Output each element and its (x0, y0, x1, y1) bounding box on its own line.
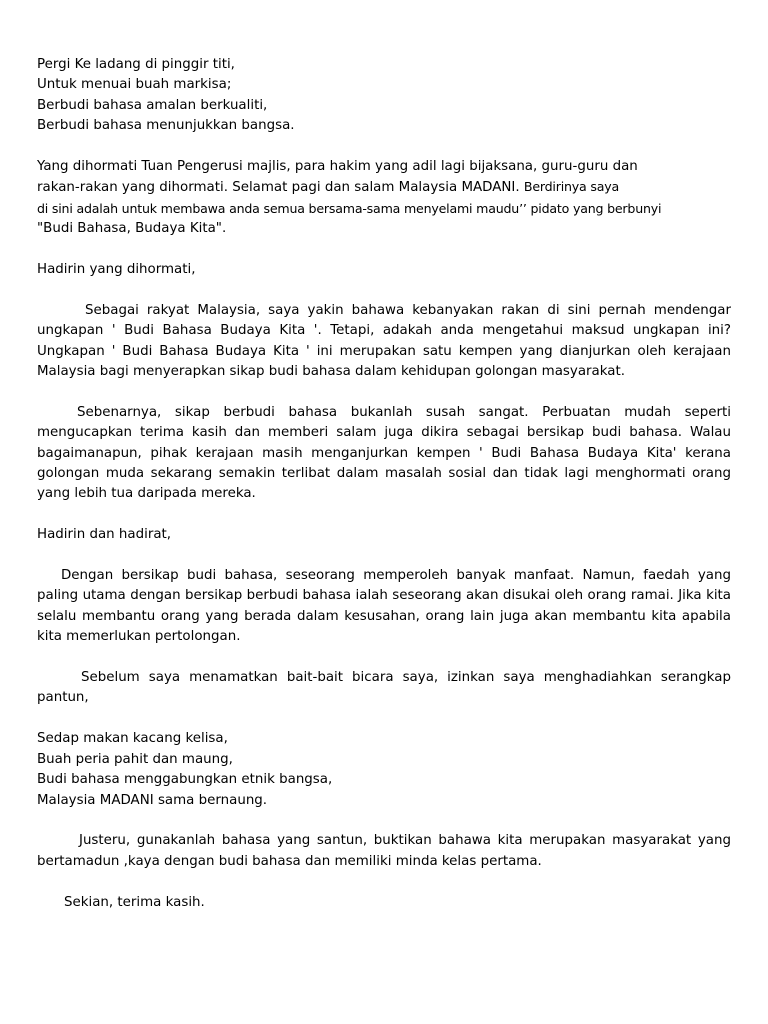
pantun-line: Berbudi bahasa amalan berkualiti, (37, 97, 268, 113)
greeting-paragraph (37, 157, 731, 240)
body-paragraph: Sebagai rakyat Malaysia, saya yakin bahawa kebanyakan rakan di sini pernah mendengar ungkapan ' Budi Bahasa Budaya Kita '. Tetapi, adakah anda mengetahui maksud ungkapan ini? Ungkapan ' Budi Bahasa Budaya Kita ' ini merupakan satu kempen yang dianjurkan oleh kerajaan Malaysia bagi menyerapkan sikap budi bahasa dalam kehidupan golongan masyarakat. (37, 302, 731, 380)
spacer (37, 505, 731, 525)
spacer (37, 648, 731, 668)
pantun-line: Budi bahasa menggabungkan etnik bangsa, (37, 772, 333, 788)
opening-pantun (37, 55, 731, 137)
pantun-line: Untuk menuai buah markisa; (37, 77, 232, 93)
body-paragraph: Sebelum saya menamatkan bait-bait bicara saya, izinkan saya menghadiahkan serangkap pantun, (37, 670, 731, 706)
spacer (37, 811, 731, 831)
body-paragraph: Dengan bersikap budi bahasa, seseorang memperoleh banyak manfaat. Namun, faedah yang paling utama dengan bersikap berbudi bahasa ialah seseorang akan disukai oleh orang ramai. Jika kita selalu membantu orang yang berada dalam kesusahan, orang lain juga akan membantu kita apabila kita memerlukan pertolongan. (37, 568, 731, 645)
speech-document (37, 55, 731, 913)
pantun-line: Pergi Ke ladang di pinggir titi, (37, 57, 235, 72)
salutation: Hadirin dan hadirat, (37, 527, 172, 543)
speech-title: "Budi Bahasa, Budaya Kita". (37, 221, 227, 237)
pantun-line: Berbudi bahasa menunjukkan bangsa. (37, 118, 295, 134)
greeting-line (37, 177, 731, 198)
greeting-line: Yang dihormati Tuan Pengerusi majlis, para hakim yang adil lagi bijaksana, guru-guru dan (37, 159, 638, 175)
spacer (37, 709, 731, 729)
body-paragraph: Justeru, gunakanlah bahasa yang santun, buktikan bahawa kita merupakan masyarakat yang bertamadun ,kaya dengan budi bahasa dan memiliki minda kelas pertama. (37, 833, 731, 869)
pantun-line: Malaysia MADANI sama bernaung. (37, 792, 268, 808)
pantun-line: Sedap makan kacang kelisa, (37, 731, 228, 747)
body-paragraph: Sebenarnya, sikap berbudi bahasa bukanlah susah sangat. Perbuatan mudah seperti mengucapkan terima kasih dan memberi salam juga dikira sebagai bersikap budi bahasa. Walau bagaimanapun, pihak kerajaan masih menganjurkan kempen ' Budi Bahasa Budaya Kita' kerana golongan muda sekarang semakin terlibat dalam masalah sosial dan tidak lagi menghormati orang yang lebih tua daripada mereka. (37, 404, 731, 502)
closing-line: Sekian, terima kasih. (64, 894, 205, 910)
greeting-line-end: Berdirinya saya (523, 179, 620, 195)
spacer (37, 280, 731, 300)
spacer (37, 546, 731, 566)
spacer (37, 137, 731, 157)
closing-pantun (37, 729, 731, 811)
spacer (37, 240, 731, 260)
spacer (37, 872, 731, 892)
greeting-line-start: rakan-rakan yang dihormati. Selamat pagi dan salam Malaysia MADANI. (37, 180, 520, 196)
pantun-line: Buah peria pahit dan maung, (37, 751, 233, 767)
greeting-line: di sini adalah untuk membawa anda semua bersama-sama menyelami maudu’’ pidato yang berbunyi (37, 200, 662, 216)
salutation: Hadirin yang dihormati, (37, 262, 196, 278)
spacer (37, 382, 731, 402)
